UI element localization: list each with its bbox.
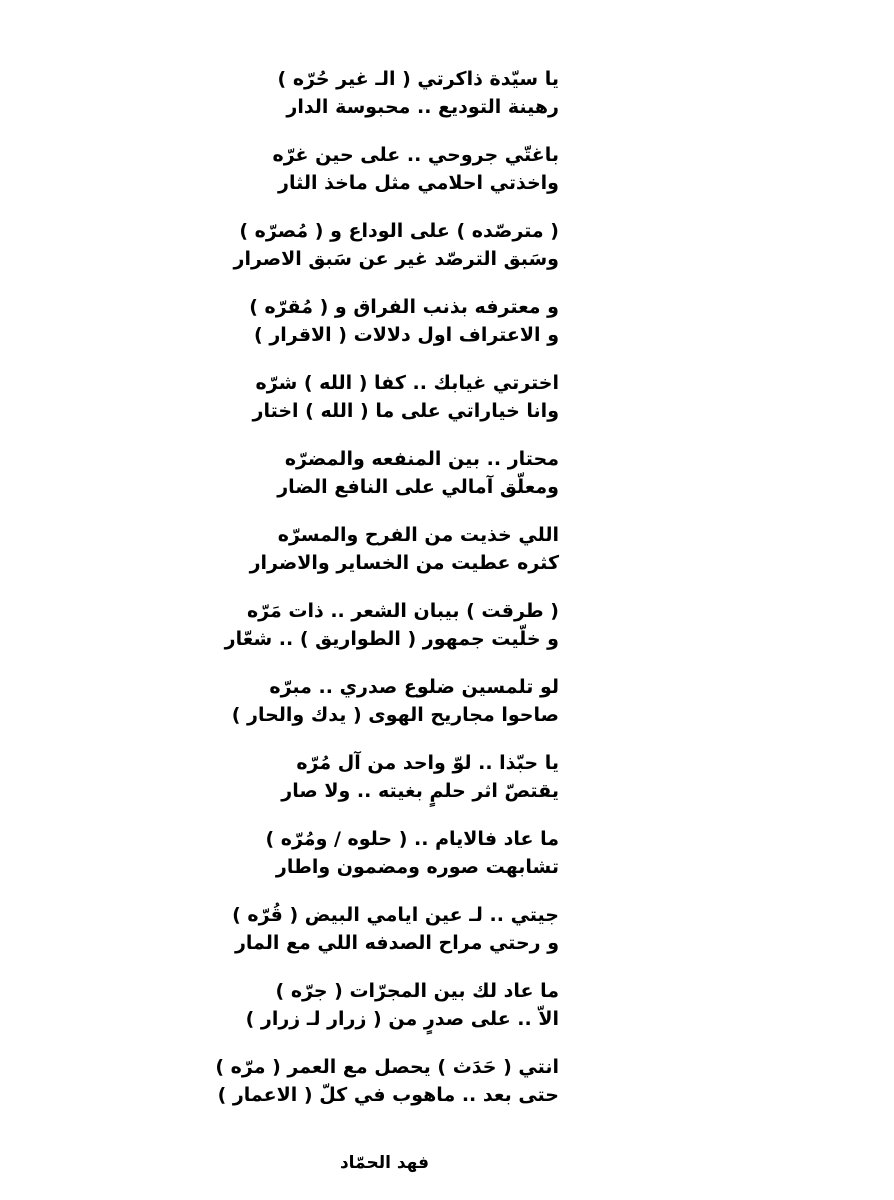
verse-line: باغتّي جروحي .. على حين غرّه (272, 144, 559, 166)
verse-line: ( مترصّده ) على الوداع و ( مُصرّه ) (239, 220, 559, 242)
verse-line: وسَبق الترصّد غير عن سَبق الاصرار (233, 248, 559, 270)
author-signature: فهد الحمّاد (339, 1153, 429, 1173)
stanza (0, 370, 894, 446)
verse-line: محتار .. بين المنفعه والمضرّه (284, 448, 559, 470)
verse-line: و معترفه بذنب الفراق و ( مُقرّه ) (249, 296, 559, 318)
verse-line: حتى بعد .. ماهوب في كلّ ( الاعمار ) (217, 1084, 559, 1106)
verse-line: تشابهت صوره ومضمون واطار (275, 856, 559, 878)
verse-line: اللي خذيت من الفرح والمسرّه (277, 524, 559, 546)
stanza (0, 826, 894, 902)
verse-line: اخترتي غيابك .. كفا ( الله ) شرّه (255, 372, 559, 394)
verse-line: الاّ .. على صدرٍ من ( زرار لـ زرار ) (245, 1008, 559, 1030)
stanza (0, 142, 894, 218)
stanza (0, 294, 894, 370)
stanza (0, 1054, 894, 1130)
verse-line: يقتصّ اثر حلمٍ بغيته .. ولا صار (281, 780, 559, 802)
stanza (0, 978, 894, 1054)
verse-line: كثره عطيت من الخساير والاضرار (249, 552, 559, 574)
poem (0, 66, 894, 1130)
verse-line: رهينة التوديع .. محبوسة الدار (286, 96, 559, 118)
stanza (0, 66, 894, 142)
stanza (0, 902, 894, 978)
verse-line: و رحتي مراح الصدفه اللي مع المار (234, 932, 559, 954)
verse-line: واخذتي احلامي مثل ماخذ الثار (278, 172, 559, 194)
stanza (0, 750, 894, 826)
verse-line: يا حبّذا .. لوّ واحد من آل مُرّه (296, 752, 559, 774)
verse-line: جيتي .. لـ عين ايامي البيض ( قُرّه ) (232, 904, 559, 926)
verse-line: ( طرقت ) بيبان الشعر .. ذات مَرّه (246, 600, 559, 622)
stanza (0, 674, 894, 750)
verse-line: و الاعتراف اول دلالات ( الاقرار ) (254, 324, 559, 346)
verse-line: يا سيّدة ذاكرتي ( الـ غير حُرّه ) (277, 68, 559, 90)
stanza (0, 446, 894, 522)
verse-line: و خلّيت جمهور ( الطواريق ) .. شعّار (224, 628, 559, 650)
verse-line: صاحوا مجاريح الهوى ( يدك والحار ) (231, 704, 559, 726)
stanza (0, 598, 894, 674)
verse-line: ما عاد فالايام .. ( حلوه / ومُرّه ) (265, 828, 559, 850)
verse-line: ومعلّق آمالي على النافع الضار (277, 476, 559, 498)
verse-line: ما عاد لك بين المجرّات ( جرّه ) (275, 980, 559, 1002)
stanza (0, 218, 894, 294)
verse-line: انتي ( حَدَث ) يحصل مع العمر ( مرّه ) (215, 1056, 559, 1078)
verse-line: لو تلمسين ضلوع صدري .. مبرّه (269, 676, 559, 698)
verse-line: وانا خياراتي على ما ( الله ) اختار (252, 400, 559, 422)
stanza (0, 522, 894, 598)
